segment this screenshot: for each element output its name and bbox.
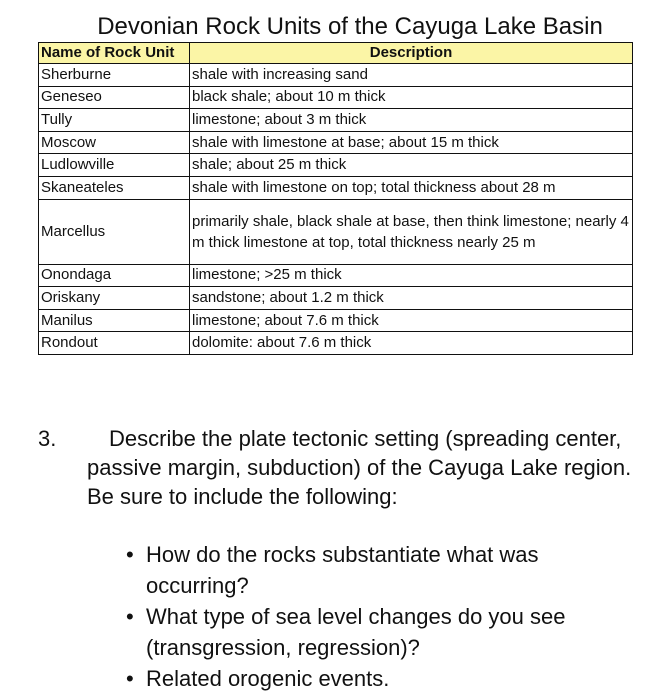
list-item (126, 663, 646, 694)
table-row (39, 199, 633, 264)
page-title: Devonian Rock Units of the Cayuga Lake Basin (97, 13, 603, 40)
list-item (126, 539, 646, 601)
rock-unit-description: primarily shale, black shale at base, then think limestone; nearly 4 m thick limestone at top, total thickness nearly 25 m (190, 199, 633, 264)
table-row (39, 64, 633, 87)
table-row (39, 131, 633, 154)
bullet-icon: • (126, 542, 134, 567)
rock-unit-name: Sherburne (39, 64, 190, 87)
rock-unit-name: Marcellus (39, 199, 190, 264)
table-row (39, 264, 633, 287)
rock-units-table (38, 42, 633, 355)
bullet-text: What type of sea level changes do you see (transgression, regression)? (146, 604, 566, 660)
list-item (126, 601, 646, 663)
rock-unit-name: Rondout (39, 332, 190, 355)
bullet-icon: • (126, 666, 134, 691)
rock-unit-name: Geneseo (39, 86, 190, 109)
rock-unit-description: shale with increasing sand (190, 64, 633, 87)
rock-unit-description: shale with limestone at base; about 15 m thick (190, 131, 633, 154)
table-header-row (39, 43, 633, 64)
table-row (39, 176, 633, 199)
question-bullet-list (106, 539, 646, 694)
table-row (39, 109, 633, 132)
rock-unit-name: Ludlowville (39, 154, 190, 177)
question-number: 3. (38, 426, 57, 451)
rock-unit-description: limestone; about 3 m thick (190, 109, 633, 132)
table-row (39, 154, 633, 177)
rock-unit-description: limestone; >25 m thick (190, 264, 633, 287)
bullet-text: How do the rocks substantiate what was occurring? (146, 542, 539, 598)
rock-unit-description: black shale; about 10 m thick (190, 86, 633, 109)
table-row (39, 86, 633, 109)
rock-unit-name: Skaneateles (39, 176, 190, 199)
rock-unit-name: Onondaga (39, 264, 190, 287)
rock-unit-description: sandstone; about 1.2 m thick (190, 287, 633, 310)
rock-unit-description: limestone; about 7.6 m thick (190, 309, 633, 332)
column-header-description: Description (190, 43, 633, 64)
table-row (39, 332, 633, 355)
column-header-name: Name of Rock Unit (39, 43, 190, 64)
table-row (39, 309, 633, 332)
table-row (39, 287, 633, 310)
rock-unit-description: shale with limestone on top; total thickness about 28 m (190, 176, 633, 199)
rock-unit-description: shale; about 25 m thick (190, 154, 633, 177)
rock-unit-name: Manilus (39, 309, 190, 332)
bullet-text: Related orogenic events. (146, 666, 390, 691)
question-text: Describe the plate tectonic setting (spreading center, passive margin, subduction) of the Cayuga Lake region. Be sure to include the following: (87, 426, 632, 509)
rock-unit-description: dolomite: about 7.6 m thick (190, 332, 633, 355)
rock-unit-name: Moscow (39, 131, 190, 154)
bullet-icon: • (126, 604, 134, 629)
question-block (38, 424, 658, 511)
rock-unit-name: Oriskany (39, 287, 190, 310)
rock-unit-name: Tully (39, 109, 190, 132)
